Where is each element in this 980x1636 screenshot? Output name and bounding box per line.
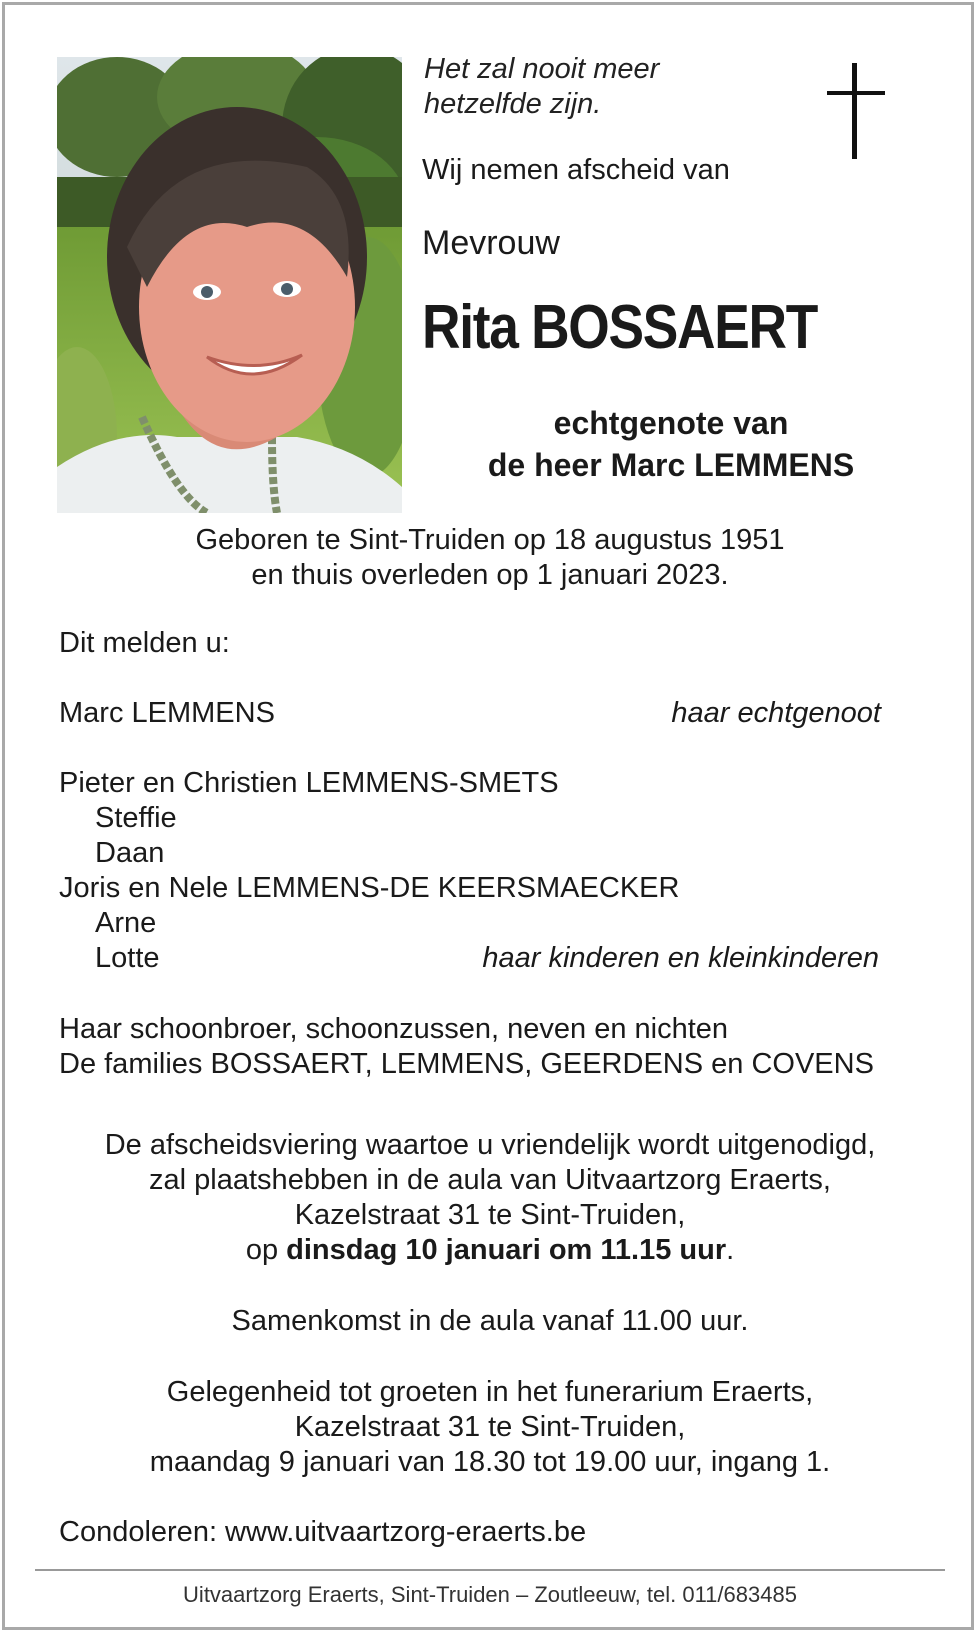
greeting-line-2: Kazelstraat 31 te Sint-Truiden, xyxy=(294,1411,686,1443)
family-grandchild-4: Lotte xyxy=(95,942,160,974)
born-line-1: Geboren te Sint-Truiden op 18 augustus 1951 xyxy=(195,524,785,556)
spouse-line-2: de heer Marc LEMMENS xyxy=(487,447,855,483)
ceremony-datetime: dinsdag 10 januari om 11.15 uur xyxy=(286,1234,727,1266)
greeting-block xyxy=(0,1375,980,1480)
family-others-1: Haar schoonbroer, schoonzussen, neven en nichten xyxy=(59,1013,729,1045)
ceremony-prefix: op xyxy=(245,1234,287,1266)
family-grandchild-1: Steffie xyxy=(95,802,177,834)
family-grandchild-3: Arne xyxy=(95,907,157,939)
family-grandchild-2: Daan xyxy=(95,837,165,869)
portrait-illustration xyxy=(57,57,402,513)
ceremony-line-3: Kazelstraat 31 te Sint-Truiden, xyxy=(294,1199,686,1231)
ceremony-suffix: . xyxy=(726,1234,735,1266)
quote-line-2: hetzelfde zijn. xyxy=(424,88,602,120)
lead-text: Wij nemen afscheid van xyxy=(422,154,730,186)
condolences-text: Condoleren: www.uitvaartzorg-eraerts.be xyxy=(59,1516,587,1548)
deceased-name: Rita BOSSAERT xyxy=(422,293,818,362)
family-child-2: Joris en Nele LEMMENS-DE KEERSMAECKER xyxy=(59,872,680,904)
cross-icon xyxy=(827,63,885,159)
title-word: Mevrouw xyxy=(422,224,560,262)
portrait-photo xyxy=(57,57,402,513)
husband-name: Marc LEMMENS xyxy=(59,697,275,729)
gathering-text: Samenkomst in de aula vanaf 11.00 uur. xyxy=(231,1305,749,1337)
children-role: haar kinderen en kleinkinderen xyxy=(482,942,879,974)
spouse-block xyxy=(404,402,938,486)
ceremony-line-1: De afscheidsviering waartoe u vriendelijk wordt uitgenodigd, xyxy=(104,1129,876,1161)
ceremony-line-2: zal plaatshebben in de aula van Uitvaartzorg Eraerts, xyxy=(149,1164,831,1196)
family-child-1: Pieter en Christien LEMMENS-SMETS xyxy=(59,767,559,799)
birth-death-block xyxy=(0,523,980,593)
quote-line-1: Het zal nooit meer xyxy=(424,53,660,85)
family-others-2: De families BOSSAERT, LEMMENS, GEERDENS en COVENS xyxy=(59,1048,874,1080)
announce-text: Dit melden u: xyxy=(59,627,230,659)
born-line-2: en thuis overleden op 1 januari 2023. xyxy=(251,559,729,591)
husband-role: haar echtgenoot xyxy=(671,697,881,729)
ceremony-line-4 xyxy=(0,1233,980,1268)
greeting-line-1: Gelegenheid tot groeten in het funerarium Eraerts, xyxy=(166,1376,814,1408)
footer-divider xyxy=(35,1569,945,1571)
spouse-line-1: echtgenote van xyxy=(553,405,789,441)
ceremony-block xyxy=(0,1128,980,1268)
footer-text: Uitvaartzorg Eraerts, Sint-Truiden – Zoutleeuw, tel. 011/683485 xyxy=(183,1582,797,1607)
greeting-line-3: maandag 9 januari van 18.30 tot 19.00 uur, ingang 1. xyxy=(149,1446,831,1478)
quote xyxy=(424,52,659,122)
